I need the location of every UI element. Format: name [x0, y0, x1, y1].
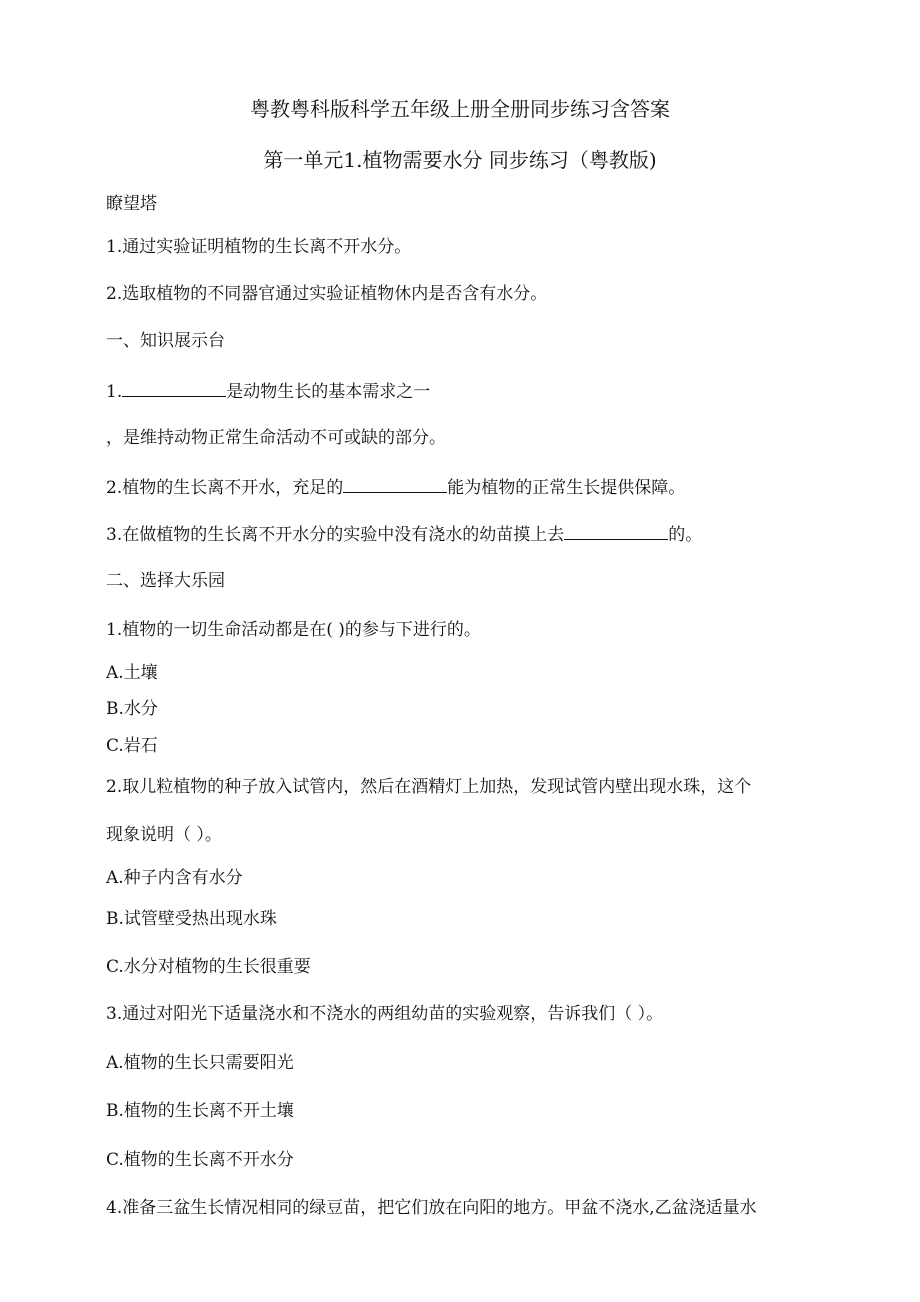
choice-option: B.水分: [106, 699, 158, 719]
choice-question-3: 3.通过对阳光下适量浇水和不浇水的两组幼苗的实验观察，告诉我们（ ）。: [106, 1004, 664, 1024]
fill-question-text: 能为植物的正常生长提供保障。: [447, 478, 686, 498]
answer-blank[interactable]: [343, 475, 447, 493]
choice-option: C.植物的生长离不开水分: [106, 1150, 294, 1170]
choice-option: B.试管壁受热出现水珠: [106, 909, 277, 929]
document-title: 粤教粤科版科学五年级上册全册同步练习含答案: [250, 97, 670, 121]
choice-option: A.植物的生长只需要阳光: [106, 1053, 294, 1073]
choice-question-2: 2.取儿粒植物的种子放入试管内，然后在酒精灯上加热，发现试管内壁出现水珠，这个: [106, 777, 752, 797]
lookout-item: 1.通过实验证明植物的生长离不开水分。: [106, 237, 412, 257]
fill-question-1-continued: ，是维持动物正常生命活动不可或缺的部分。: [106, 428, 446, 448]
fill-question-2: [106, 475, 685, 499]
choice-question-4: 4.准备三盆生长情况相同的绿豆苗，把它们放在向阳的地方。甲盆不浇水,乙盆浇适量水: [106, 1198, 757, 1218]
choice-option: C.水分对植物的生长很重要: [106, 957, 311, 977]
fill-question-text: 是动物生长的基本需求之一: [226, 382, 431, 402]
fill-question-1: [106, 379, 430, 403]
fill-question-3: [106, 522, 702, 546]
fill-question-text: 2.植物的生长离不开水，充足的: [106, 478, 344, 498]
answer-blank[interactable]: [122, 379, 226, 397]
fill-question-text: 1.: [106, 382, 123, 402]
lookout-heading: 瞭望塔: [106, 194, 157, 214]
fill-question-text: 的。: [668, 525, 703, 545]
choice-option: B.植物的生长离不开土壤: [106, 1101, 294, 1121]
choice-question-2-continued: 现象说明（ ）。: [106, 825, 222, 845]
section-heading-knowledge: 一、知识展示台: [106, 331, 225, 351]
lookout-item: 2.选取植物的不同器官通过实验证植物休内是否含有水分。: [106, 284, 548, 304]
answer-blank[interactable]: [564, 522, 668, 540]
choice-option: A.种子内含有水分: [106, 868, 243, 888]
choice-option: A.土壤: [106, 663, 158, 683]
section-heading-choice: 二、选择大乐园: [106, 571, 225, 591]
choice-question-1: 1.植物的一切生命活动都是在( )的参与下进行的。: [106, 620, 481, 640]
document-subtitle: 第一单元1.植物需要水分 同步练习（粤教版): [263, 148, 657, 172]
fill-question-text: 3.在做植物的生长离不开水分的实验中没有浇水的幼苗摸上去: [106, 525, 565, 545]
choice-option: C.岩石: [106, 736, 158, 756]
